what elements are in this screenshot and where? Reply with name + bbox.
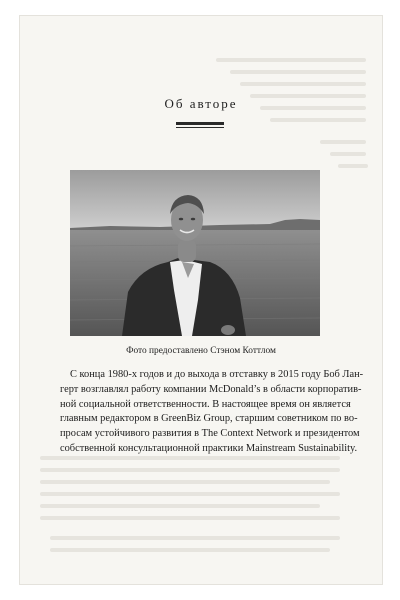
bio-line: просам устойчивого развития в The Context Network и президентом: [60, 428, 360, 440]
bio-line: ной социальной ответственности. В настоящее время он является: [60, 398, 351, 410]
bio-line: собственной консультационной практики Mainstream Sustainability.: [60, 442, 358, 454]
author-bio: [60, 368, 364, 457]
heading-rule-thick: [176, 122, 224, 125]
bio-line: герт возглавлял работу компании McDonald’s в области корпоратив-: [60, 383, 362, 395]
author-photo: [70, 170, 320, 336]
bio-line: С конца 1980-х годов и до выхода в отставку в 2015 году Боб Лан-: [70, 369, 364, 380]
photo-caption: Фото предоставлено Стэном Коттлом: [126, 346, 276, 356]
section-heading: Об авторе: [164, 96, 238, 111]
heading-rule-thin: [176, 127, 224, 128]
bio-line: главным редактором в GreenBiz Group, старшим советником по во-: [60, 413, 358, 425]
book-page: [20, 16, 382, 584]
